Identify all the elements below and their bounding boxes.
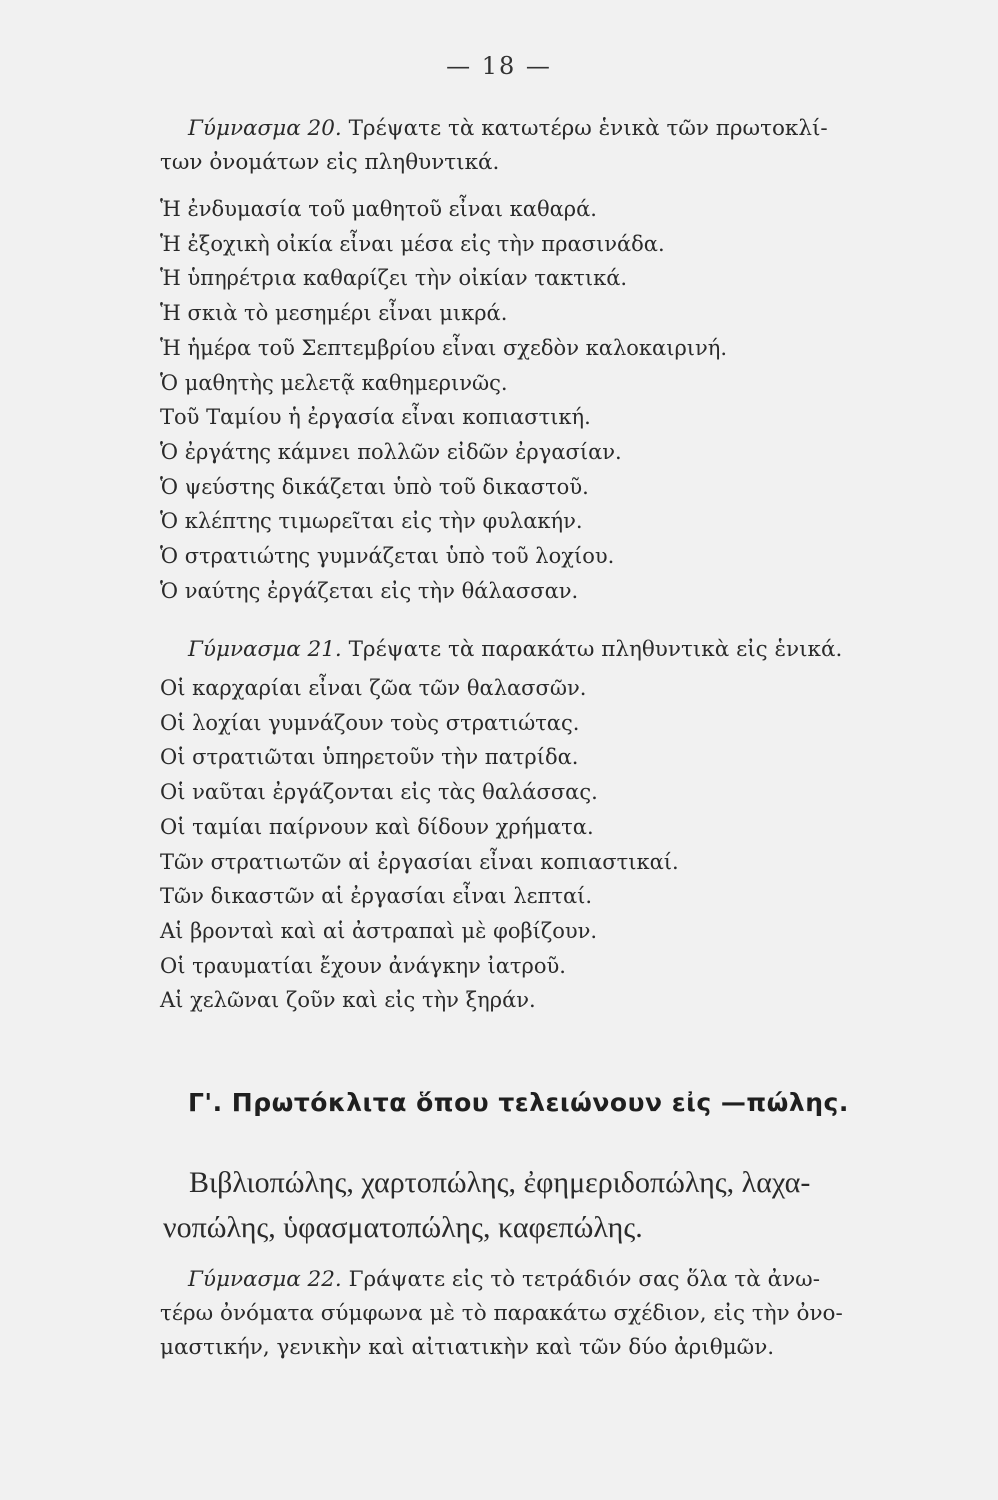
sentence: Τοῦ Ταμίου ἡ ἐργασία εἶναι κοπιαστική. [160,405,591,430]
exercise-20-text-line2: των ὀνομάτων εἰς πληθυντικά. [160,150,500,175]
exercise-21-label: Γύμνασμα 21. [188,637,342,662]
section-heading: Γ'. Πρωτόκλιτα ὅπου τελειώνουν εἰς —πώλης. [188,1088,849,1117]
exercise-22-text-line1: Γράψατε εἰς τὸ τετράδιόν σας ὅλα τὰ ἀνω- [348,1267,820,1292]
exercise-20-text-line1: Τρέψατε τὰ κατωτέρω ἑνικὰ τῶν πρωτοκλί- [348,116,828,141]
sentence: Ὁ ναύτης ἐργάζεται εἰς τὴν θάλασσαν. [160,578,579,603]
sentence: Οἱ στρατιῶται ὑπηρετοῦν τὴν πατρίδα. [160,745,579,770]
page-number: — 18 — [446,52,552,80]
sentence: Ὁ στρατιώτης γυμνάζεται ὑπὸ τοῦ λοχίου. [160,544,615,569]
word-list-line1: Βιβλιοπώλης, χαρτοπώλης, ἐφημεριδοπώλης, λαχα- [189,1166,811,1199]
sentence: Οἱ ταμίαι παίρνουν καὶ δίδουν χρήματα. [160,814,594,839]
sentence: Τῶν στρατιωτῶν αἱ ἐργασίαι εἶναι κοπιαστικαί. [160,849,679,874]
sentence: Ἡ ἐξοχικὴ οἰκία εἶναι μέσα εἰς τὴν πρασινάδα. [160,231,665,256]
exercise-22-instruction [160,1263,930,1365]
exercise-22-label: Γύμνασμα 22. [188,1267,342,1292]
sentence: Ὁ μαθητὴς μελετᾷ καθημερινῶς. [160,370,508,395]
sentence: Ἡ σκιὰ τὸ μεσημέρι εἶναι μικρά. [160,301,508,326]
sentence: Ὁ ψεύστης δικάζεται ὑπὸ τοῦ δικαστοῦ. [160,474,589,499]
sentence: Ἡ ἡμέρα τοῦ Σεπτεμβρίου εἶναι σχεδὸν καλοκαιρινή. [160,335,728,360]
sentence: Ἡ ὑπηρέτρια καθαρίζει τὴν οἰκίαν τακτικά. [160,266,628,291]
exercise-20-instruction [160,112,930,180]
sentence: Οἱ τραυματίαι ἔχουν ἀνάγκην ἰατροῦ. [160,953,566,978]
exercise-22-text-line2: τέρω ὀνόματα σύμφωνα μὲ τὸ παρακάτω σχέδιον, εἰς τὴν ὀνο- [160,1301,843,1326]
sentence: Οἱ λοχίαι γυμνάζουν τοὺς στρατιώτας. [160,710,580,735]
exercise-20-label: Γύμνασμα 20. [188,116,342,141]
sentence: Οἱ καρχαρίαι εἶναι ζῶα τῶν θαλασσῶν. [160,676,587,700]
sentence: Ἡ ἐνδυμασία τοῦ μαθητοῦ εἶναι καθαρά. [160,197,597,221]
sentence: Τῶν δικαστῶν αἱ ἐργασίαι εἶναι λεπταί. [160,884,593,909]
sentence: Ὁ κλέπτης τιμωρεῖται εἰς τὴν φυλακήν. [160,509,583,534]
word-list-line2: νοπώλης, ὑφασματοπώλης, καφεπώλης. [163,1211,643,1244]
sentence: Αἱ βρονταὶ καὶ αἱ ἀστραπαὶ μὲ φοβίζουν. [160,918,598,943]
exercise-21-text: Τρέψατε τὰ παρακάτω πληθυντικὰ εἰς ἑνικά. [348,637,843,662]
sentence: Αἱ χελῶναι ζοῦν καὶ εἰς τὴν ξηράν. [160,988,536,1013]
exercise-22-text-line3: μαστικήν, γενικὴν καὶ αἰτιατικὴν καὶ τῶν δύο ἀριθμῶν. [160,1335,775,1360]
exercise-21-instruction [160,633,930,667]
exercise-21-sentences [160,671,930,1018]
sentence: Οἱ ναῦται ἐργάζονται εἰς τὰς θαλάσσας. [160,780,598,805]
sentence: Ὁ ἐργάτης κάμνει πολλῶν εἰδῶν ἐργασίαν. [160,439,622,464]
exercise-20-sentences [160,192,930,608]
word-list [163,1160,933,1250]
